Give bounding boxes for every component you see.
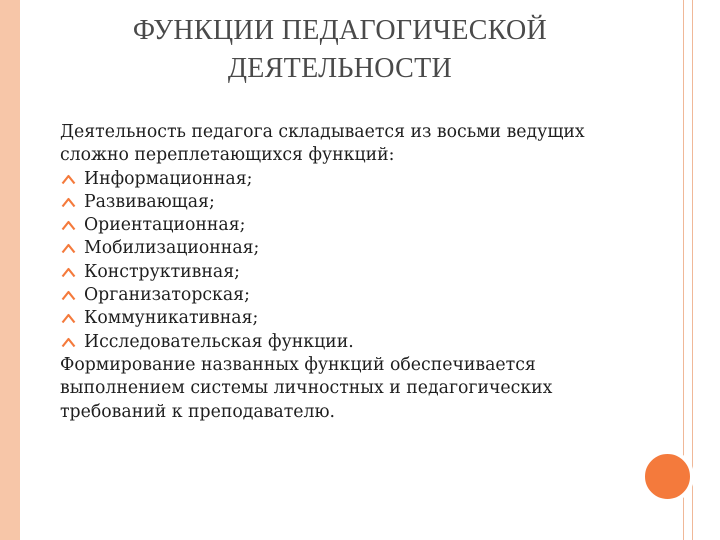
list-item [60,191,640,214]
chevron-bullet-icon [61,290,76,301]
list-item [60,214,640,237]
chevron-bullet-icon [61,313,76,324]
list-item [60,261,640,284]
list-item-label: Развивающая; [84,191,215,212]
title-line-2: ДЕЯТЕЛЬНОСТИ [227,53,453,84]
chevron-bullet-icon [61,337,76,348]
list-item [60,168,640,191]
list-item-label: Ориентационная; [84,215,246,236]
conclusion-text: Формирование названных функций обеспечивается выполнением системы личностных и педагогических требований к преподавателю. [60,354,553,422]
function-list [60,168,640,354]
slide-body [60,121,640,424]
chevron-bullet-icon [61,220,76,231]
list-item-label: Мобилизационная; [84,238,260,259]
left-decorative-bar [0,0,20,540]
list-item [60,307,640,330]
right-decorative-line [692,0,693,540]
list-item [60,284,640,307]
list-item-label: Информационная; [84,168,253,189]
intro-text: Деятельность педагога складывается из восьми ведущих сложно переплетающихся функций: [60,122,585,166]
list-item-label: Исследовательская функции. [84,331,354,352]
list-item [60,237,640,260]
title-line-1: ФУНКЦИИ ПЕДАГОГИЧЕСКОЙ [132,15,548,46]
chevron-bullet-icon [61,267,76,278]
chevron-bullet-icon [61,243,76,254]
accent-circle [641,450,694,503]
slide-title [40,12,640,88]
list-item-label: Организаторская; [84,285,250,306]
chevron-bullet-icon [61,174,76,185]
chevron-bullet-icon [61,197,76,208]
list-item-label: Конструктивная; [84,261,240,282]
list-item [60,331,640,354]
list-item-label: Коммуникативная; [84,308,259,329]
